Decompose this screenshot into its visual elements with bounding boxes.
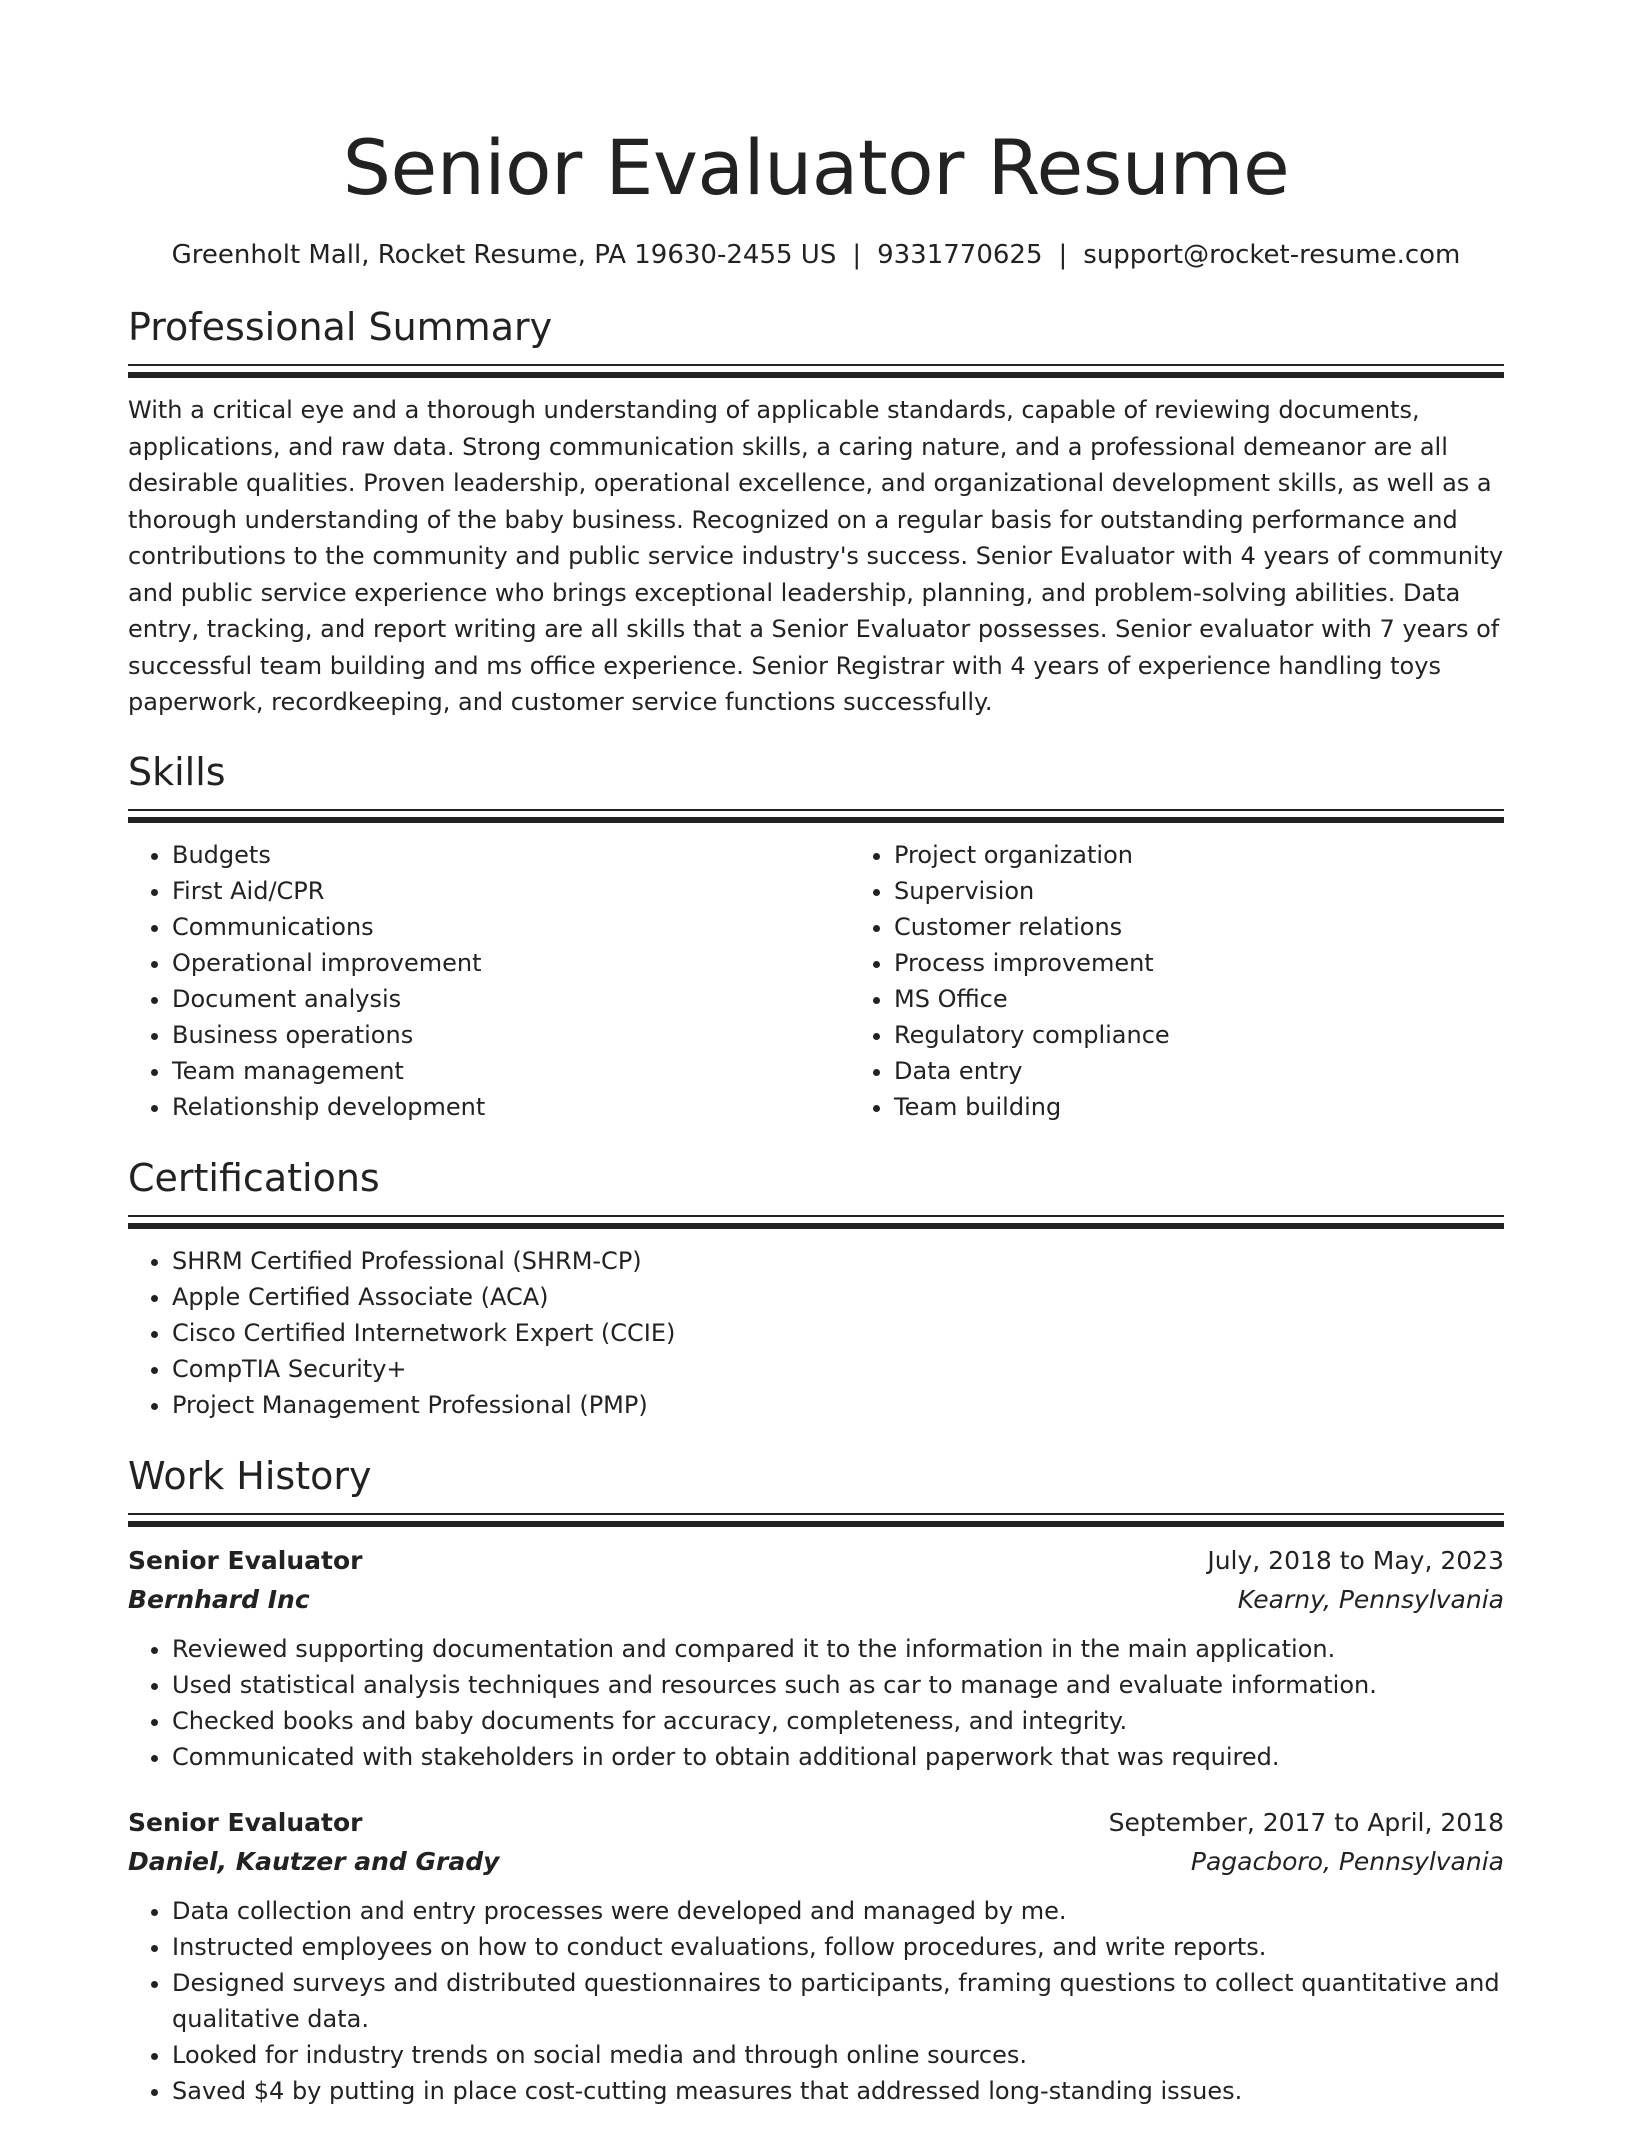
job-bullet: • Communicated with stakeholders in order to obtain additional paperwork that was required.: [172, 1739, 1504, 1775]
skill-item: • Process improvement: [894, 945, 1572, 981]
certification-item: • Cisco Certified Internetwork Expert (CCIE): [172, 1315, 1504, 1351]
skill-item: • First Aid/CPR: [172, 873, 850, 909]
skill-item: • Operational improvement: [172, 945, 850, 981]
contact-email: support@rocket-resume.com: [1083, 240, 1461, 270]
contact-line: [128, 238, 1504, 272]
section-heading-skills: Skills: [128, 749, 226, 794]
skills-list-right: [850, 837, 1572, 1125]
job-location: Pagacboro, Pennsylvania: [1190, 1846, 1504, 1876]
certifications-section: [128, 1153, 1504, 1423]
job-bullet: • Designed surveys and distributed questionnaires to participants, framing questions to collect quantitative and qualitative data.: [172, 1965, 1504, 2037]
section-heading-work-history: Work History: [128, 1453, 372, 1498]
job-header-row: [128, 1803, 1504, 1842]
skill-item: • Project organization: [894, 837, 1572, 873]
skill-item: • MS Office: [894, 981, 1572, 1017]
job-header-row: [128, 1541, 1504, 1580]
skill-item: • Regulatory compliance: [894, 1017, 1572, 1053]
job-bullets: [128, 1893, 1504, 2109]
summary-section: [128, 302, 1504, 721]
skills-columns: [128, 837, 1504, 1125]
certification-item: • Apple Certified Associate (ACA): [172, 1279, 1504, 1315]
job-bullet: • Checked books and baby documents for accuracy, completeness, and integrity.: [172, 1703, 1504, 1739]
summary-text: With a critical eye and a thorough understanding of applicable standards, capable of reviewing documents, applications, and raw data. Strong communication skills, a caring nature, and a professional demeanor are all desirable qualities. Proven leadership, operational excellence, and organizational development skills, as well as a thorough understanding of the baby business. Recognized on a regular basis for outstanding performance and contributions to the community and public service industry's success. Senior Evaluator with 4 years of community and public service experience who brings exceptional leadership, planning, and problem-solving abilities. Data entry, tracking, and report writing are all skills that a Senior Evaluator possesses. Senior evaluator with 7 years of successful team building and ms office experience. Senior Registrar with 4 years of experience handling toys paperwork, recordkeeping, and customer service functions successfully.: [128, 396, 1504, 716]
skill-item: • Team management: [172, 1053, 850, 1089]
skill-item: • Relationship development: [172, 1089, 850, 1125]
section-divider: [128, 1513, 1504, 1527]
job-bullet: • Reviewed supporting documentation and compared it to the information in the main application.: [172, 1631, 1504, 1667]
job-bullet: • Looked for industry trends on social media and through online sources.: [172, 2037, 1504, 2073]
certification-item: • Project Management Professional (PMP): [172, 1387, 1504, 1423]
job-bullets: [128, 1631, 1504, 1775]
job-title: Senior Evaluator: [128, 1807, 363, 1837]
job-bullet: • Data collection and entry processes were developed and managed by me.: [172, 1893, 1504, 1929]
skill-item: • Data entry: [894, 1053, 1572, 1089]
job-subheader-row: [128, 1842, 1504, 1881]
job-dates: July, 2018 to May, 2023: [1207, 1545, 1504, 1575]
certification-item: • CompTIA Security+: [172, 1351, 1504, 1387]
job-subheader-row: [128, 1580, 1504, 1619]
skill-item: • Budgets: [172, 837, 850, 873]
skill-item: • Team building: [894, 1089, 1572, 1125]
certifications-list: [128, 1243, 1504, 1423]
job-entry: [128, 1803, 1504, 2109]
section-divider: [128, 809, 1504, 823]
skill-item: • Communications: [172, 909, 850, 945]
contact-separator: |: [852, 240, 862, 270]
job-bullet: • Instructed employees on how to conduct evaluations, follow procedures, and write reports.: [172, 1929, 1504, 1965]
certification-item: • SHRM Certified Professional (SHRM-CP): [172, 1243, 1504, 1279]
skills-section: [128, 747, 1504, 1125]
resume-page: [128, 0, 1504, 2137]
job-company: Daniel, Kautzer and Grady: [128, 1846, 500, 1876]
section-heading-summary: Professional Summary: [128, 305, 553, 349]
skill-item: • Supervision: [894, 873, 1572, 909]
section-divider: [128, 1215, 1504, 1229]
work-history-section: [128, 1451, 1504, 2109]
job-company: Bernhard Inc: [128, 1584, 310, 1614]
contact-address: Greenholt Mall, Rocket Resume, PA 19630-2455 US: [171, 240, 837, 270]
section-divider: [128, 364, 1504, 378]
job-dates: September, 2017 to April, 2018: [1108, 1807, 1504, 1837]
skills-list-left: [128, 837, 850, 1125]
skill-item: • Business operations: [172, 1017, 850, 1053]
job-entry: [128, 1541, 1504, 1775]
job-location: Kearny, Pennsylvania: [1237, 1584, 1504, 1614]
contact-separator: |: [1058, 240, 1068, 270]
job-title: Senior Evaluator: [128, 1545, 363, 1575]
section-heading-certifications: Certifications: [128, 1155, 380, 1200]
skill-item: • Document analysis: [172, 981, 850, 1017]
skill-item: • Customer relations: [894, 909, 1572, 945]
page-title: Senior Evaluator Resume: [342, 123, 1290, 212]
contact-phone: 9331770625: [877, 240, 1043, 270]
job-bullet: • Used statistical analysis techniques and resources such as car to manage and evaluate information.: [172, 1667, 1504, 1703]
job-bullet: • Saved $4 by putting in place cost-cutting measures that addressed long-standing issues.: [172, 2073, 1504, 2109]
